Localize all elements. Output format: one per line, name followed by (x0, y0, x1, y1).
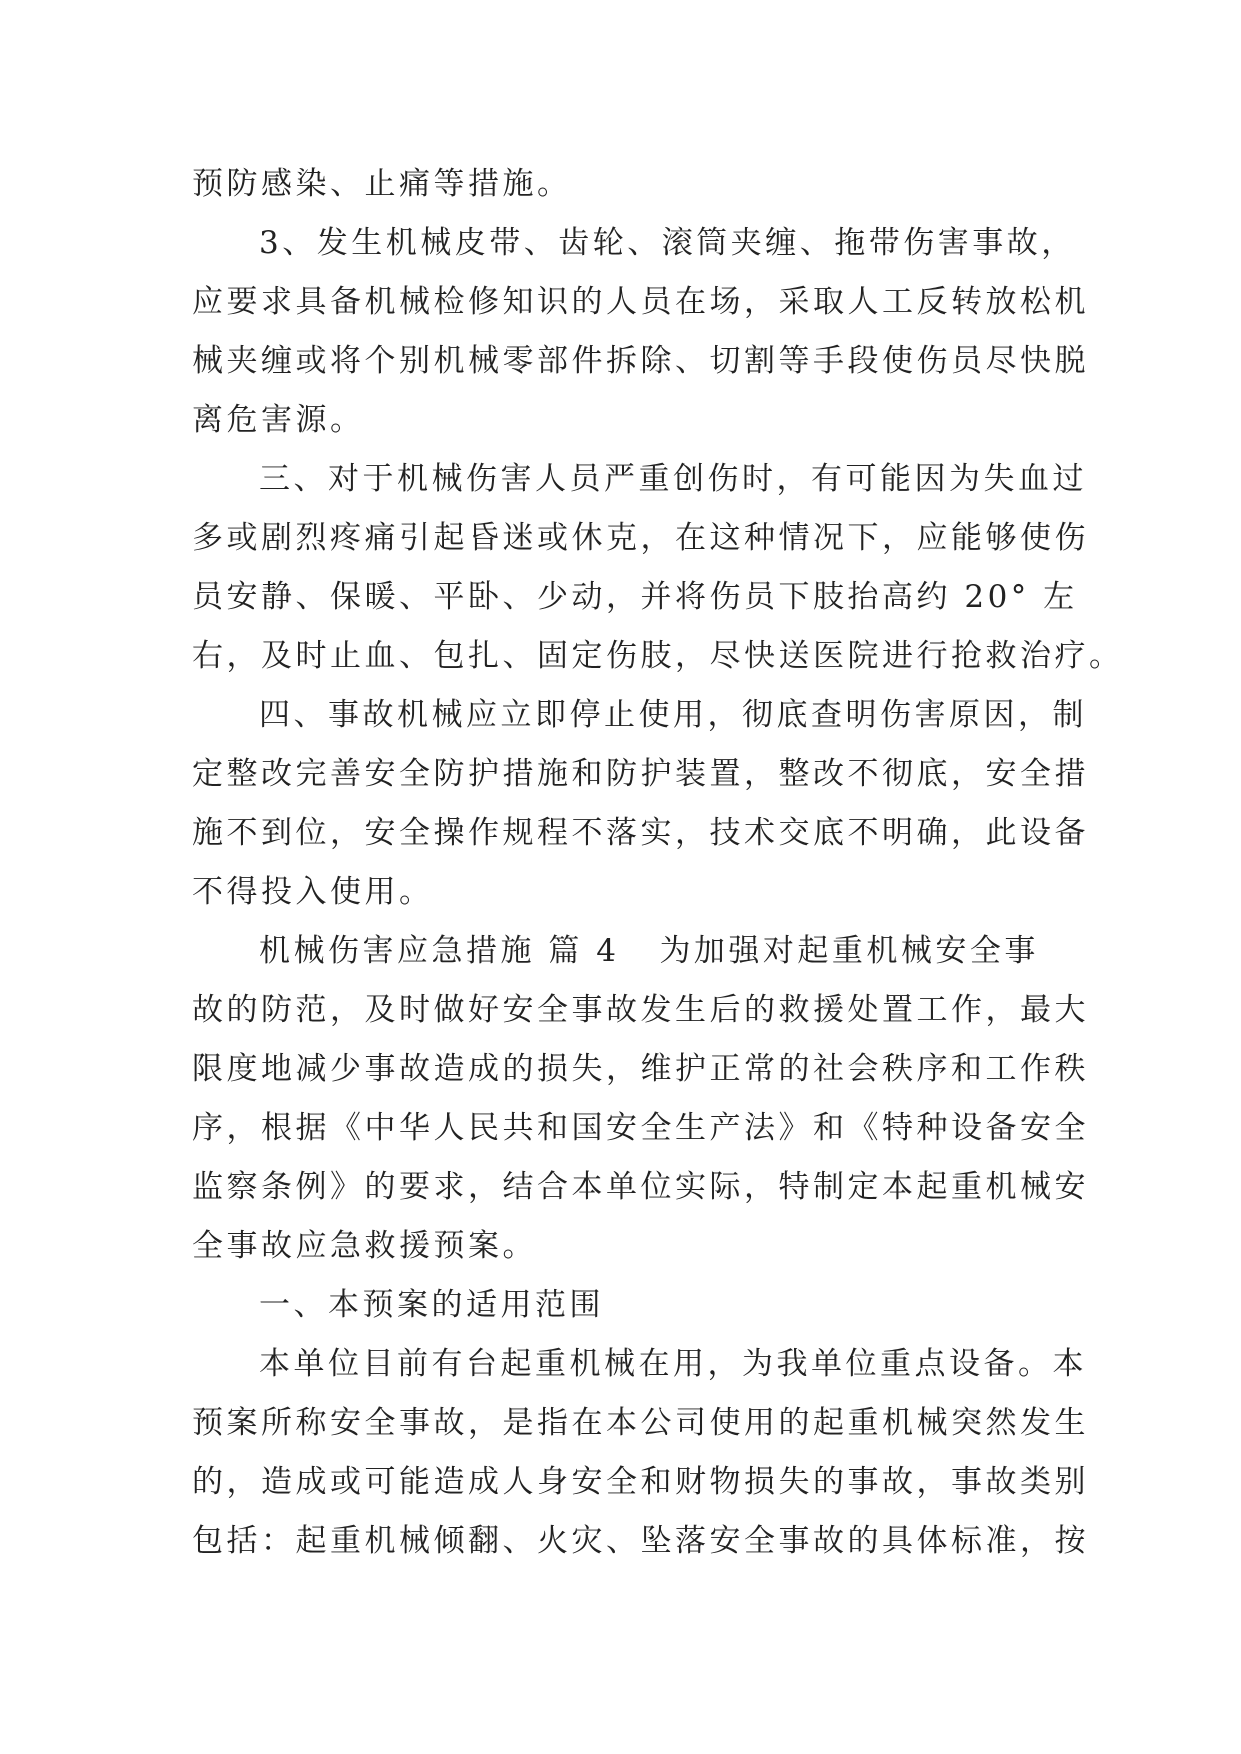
text-line: 四、事故机械应立即停止使用，彻底查明伤害原因，制 (259, 697, 1087, 733)
text-line: 的，造成或可能造成人身安全和财物损失的事故，事故类别 (192, 1464, 1089, 1500)
document-body (192, 155, 1124, 1571)
text-line: 本单位目前有台起重机械在用，为我单位重点设备。本 (259, 1346, 1087, 1382)
paragraph-section-4 (192, 922, 1089, 1276)
text-line: 故的防范，及时做好安全事故发生后的救援处置工作，最大 (192, 992, 1089, 1028)
text-line: 预案所称安全事故，是指在本公司使用的起重机械突然发生 (192, 1405, 1089, 1441)
text-line: 离危害源。 (192, 402, 365, 438)
paragraph-continuation (192, 155, 1052, 214)
text-line: 限度地减少事故造成的损失，维护正常的社会秩序和工作秩 (192, 1051, 1089, 1087)
text-line: 多或剧烈疼痛引起昏迷或休克，在这种情况下，应能够使伤 (192, 520, 1089, 556)
text-line: 3、发生机械皮带、齿轮、滚筒夹缠、拖带伤害事故， (259, 225, 1076, 261)
text-line: 定整改完善安全防护措施和防护装置，整改不彻底，安全措 (192, 756, 1089, 792)
paragraph-mechanical-entanglement (192, 214, 1089, 450)
text-line: 施不到位，安全操作规程不落实，技术交底不明确，此设备 (192, 815, 1089, 851)
paragraph-scope-body (192, 1335, 1089, 1571)
text-line (192, 922, 1052, 981)
paragraph-stop-machine (192, 686, 1089, 922)
paragraph-scope-heading (192, 1276, 1052, 1335)
text-line: 一、本预案的适用范围 (259, 1287, 604, 1323)
text-line: 三、对于机械伤害人员严重创伤时，有可能因为失血过 (259, 461, 1087, 497)
text-line: 应要求具备机械检修知识的人员在场，采取人工反转放松机 (192, 284, 1089, 320)
text-line: 右，及时止血、包扎、固定伤肢，尽快送医院进行抢救治疗。 (192, 638, 1124, 674)
text-line: 员安静、保暖、平卧、少动，并将伤员下肢抬高约 20° 左 (192, 579, 1078, 615)
text-line: 包括：起重机械倾翻、火灾、坠落安全事故的具体标准，按 (192, 1523, 1089, 1559)
text-line: 序，根据《中华人民共和国安全生产法》和《特种设备安全 (192, 1110, 1089, 1146)
paragraph-severe-trauma (192, 450, 1124, 686)
text-line-tail: 为加强对起重机械安全事 (659, 933, 1039, 969)
text-line: 预防感染、止痛等措施。 (192, 166, 572, 202)
text-line: 械夹缠或将个别机械零部件拆除、切割等手段使伤员尽快脱 (192, 343, 1089, 379)
text-line: 监察条例》的要求，结合本单位实际，特制定本起重机械安 (192, 1169, 1089, 1205)
text-line: 不得投入使用。 (192, 874, 434, 910)
section-heading: 机械伤害应急措施 篇 4 (259, 933, 620, 969)
text-line: 全事故应急救援预案。 (192, 1228, 537, 1264)
